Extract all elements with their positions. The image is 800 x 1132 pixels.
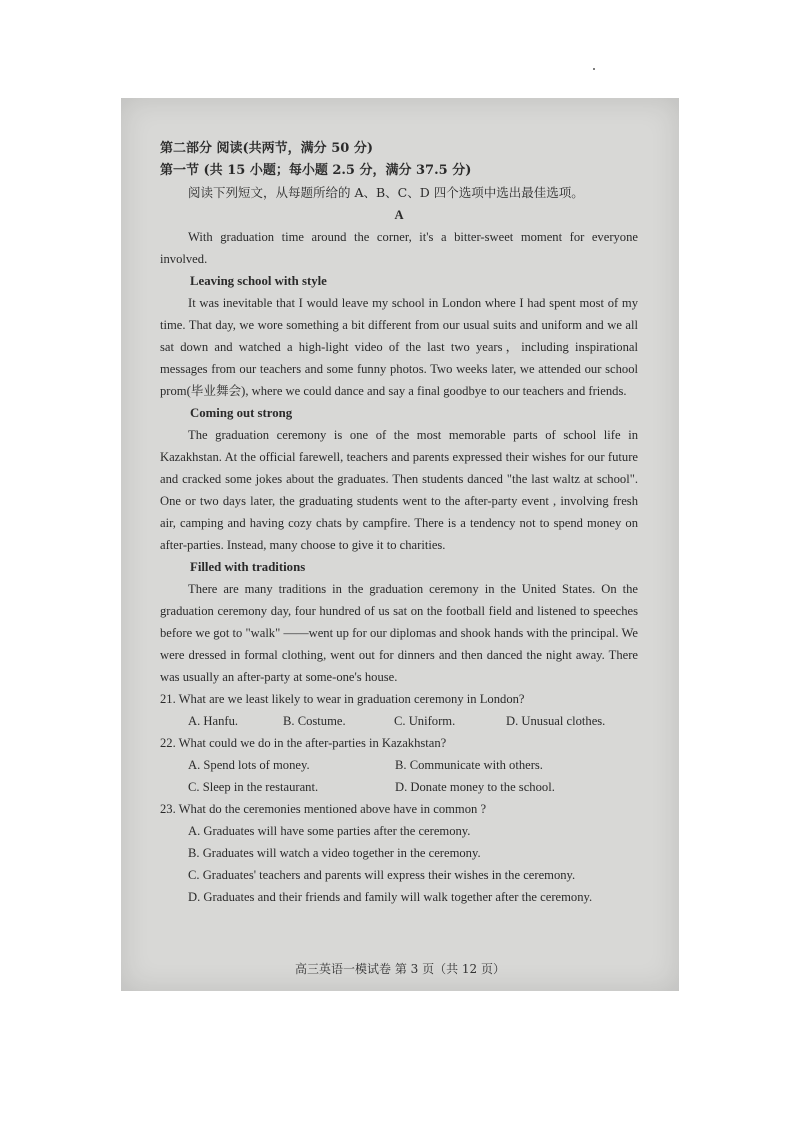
speck	[593, 68, 595, 70]
section-heading: Coming out strong	[190, 406, 293, 420]
section-text: There are many traditions in the graduation ceremony in the United States. On the graduation ceremony day, four hundred of us sat on the football field and listened to speeches before we got to "walk" ——went up for our diplomas and shook hands with the principal. We were dressed in formal clothing, went out for dinners and then danced the night away. There was usually an after-party at some-one's house.	[160, 582, 638, 684]
question-stem: 23. What do the ceremonies mentioned above have in common ?	[160, 802, 487, 816]
passage-intro: With graduation time around the corner, it's a bitter-sweet moment for everyone involved.	[160, 230, 638, 266]
section-heading: Leaving school with style	[190, 274, 327, 288]
option: D. Graduates and their friends and family will walk together after the ceremony.	[188, 890, 593, 904]
option: C. Sleep in the restaurant.	[188, 780, 319, 794]
question-stem: 22. What could we do in the after-parties in Kazakhstan?	[160, 736, 447, 750]
option: B. Communicate with others.	[395, 758, 543, 772]
option: A. Hanfu.	[188, 714, 239, 728]
question-options	[160, 754, 638, 776]
section-title: 第一节 (共 15 小题；每小题 2.5 分，满分 37.5 分)	[160, 163, 472, 178]
section-text: The graduation ceremony is one of the most memorable parts of school life in Kazakhstan. At the official farewell, teachers and parents expressed their wishes for our future and cracked some jokes about the graduates. Then students danced "the last waltz at school". One or two days later, the graduating students went to the after-party event , involving fresh air, camping and having cozy chats by campfire. There is a tendency not to spend money on after-parties. Instead, many choose to give it to charities.	[160, 428, 638, 552]
page-footer: 高三英语一模试卷 第 3 页（共 12 页）	[295, 962, 505, 976]
option: C. Uniform.	[394, 714, 456, 728]
instructions: 阅读下列短文，从每题所给的 A、B、C、D 四个选项中选出最佳选项。	[188, 185, 584, 200]
option: B. Graduates will watch a video together in the ceremony.	[188, 846, 481, 860]
section-heading: Filled with traditions	[190, 560, 306, 574]
question-options	[160, 776, 638, 798]
passage-letter: A	[394, 208, 404, 222]
part-title: 第二部分 阅读(共两节，满分 50 分)	[160, 141, 373, 156]
exam-page	[160, 138, 638, 908]
option: A. Spend lots of money.	[188, 758, 310, 772]
question-options	[160, 710, 638, 732]
option: C. Graduates' teachers and parents will express their wishes in the ceremony.	[188, 868, 576, 882]
option: B. Costume.	[283, 714, 346, 728]
option: D. Unusual clothes.	[506, 714, 606, 728]
option: A. Graduates will have some parties after the ceremony.	[188, 824, 471, 838]
question-stem: 21. What are we least likely to wear in graduation ceremony in London?	[160, 692, 525, 706]
option: D. Donate money to the school.	[395, 780, 555, 794]
section-text: It was inevitable that I would leave my school in London where I had spent most of my time. That day, we wore something a bit different from our usual suits and uniform and we all sat down and watched a high-light video of the last two years，including inspirational messages from our teachers and some funny photos. Two weeks later, we attended our school prom(毕业舞会), where we could dance and say a final goodbye to our teachers and friends.	[160, 296, 638, 398]
